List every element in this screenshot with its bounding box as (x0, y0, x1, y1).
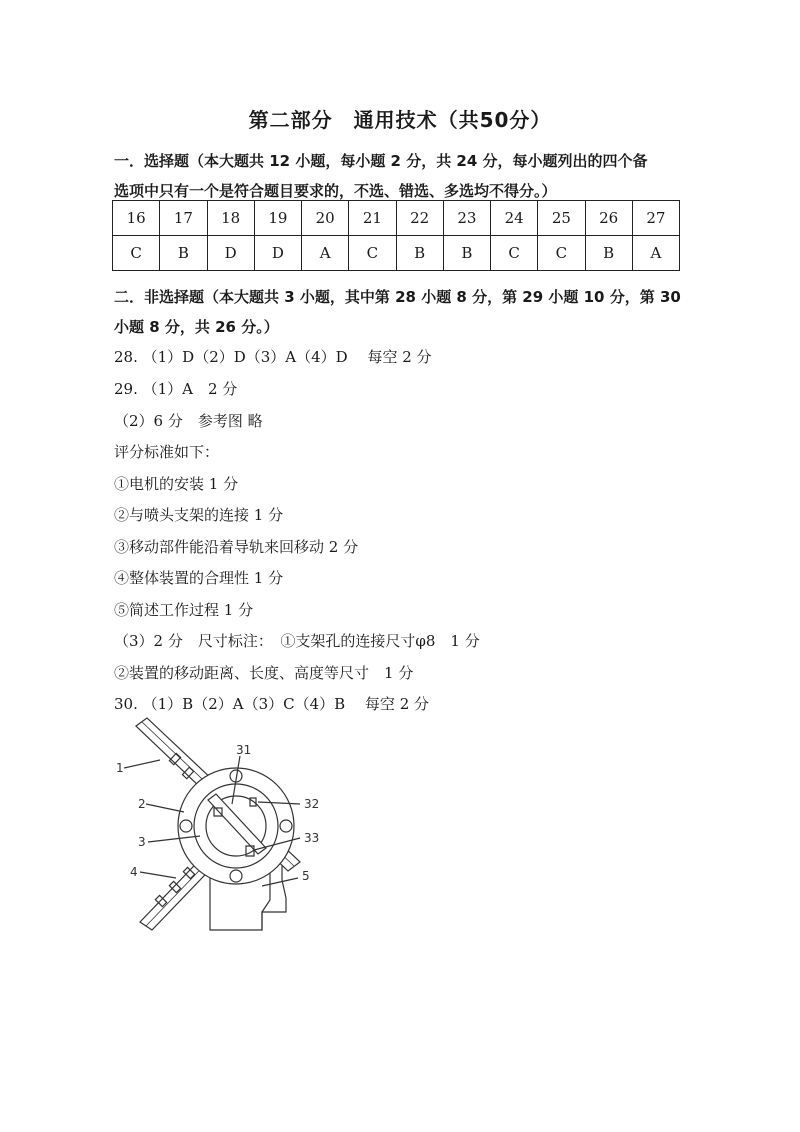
answer-table (112, 200, 680, 271)
question-number: 19 (254, 201, 301, 236)
answer-cell: B (396, 236, 443, 271)
answer-cell: B (585, 236, 632, 271)
question-number: 22 (396, 201, 443, 236)
section2-heading-line2: 小题 8 分，共 26 分。） (114, 318, 279, 336)
diagram-label: 32 (304, 797, 320, 811)
answer-q28: 28. （1）D（2）D（3）A（4）D 每空 2 分 (114, 348, 432, 366)
answer-cell: B (443, 236, 490, 271)
answer-cell: C (538, 236, 585, 271)
question-number: 21 (349, 201, 396, 236)
answer-cell: D (207, 236, 254, 271)
mechanism-diagram (110, 712, 350, 942)
answer-cell: A (302, 236, 349, 271)
answer-cell: D (254, 236, 301, 271)
answer-q30: 30. （1）B（2）A（3）C（4）B 每空 2 分 (114, 695, 430, 713)
answer-cell: B (160, 236, 207, 271)
answer-cell: A (632, 236, 679, 271)
question-number: 20 (302, 201, 349, 236)
section1-heading-line2: 选项中只有一个是符合题目要求的，不选、错选、多选均不得分。） (114, 182, 557, 200)
answer-row (113, 236, 680, 271)
answer-cell: C (491, 236, 538, 271)
question-number: 26 (585, 201, 632, 236)
section2-heading-line1: 二．非选择题（本大题共 3 小题，其中第 28 小题 8 分，第 29 小题 10 分，第 30 (114, 288, 681, 306)
question-number: 17 (160, 201, 207, 236)
answer-cell: C (349, 236, 396, 271)
answer-q29-2: （2）6 分 参考图 略 (114, 412, 263, 430)
diagram-label: 4 (130, 865, 138, 879)
diagram-label: 2 (138, 797, 146, 811)
question-number: 16 (113, 201, 160, 236)
scoring-criterion-3: ③移动部件能沿着导轨来回移动 2 分 (114, 538, 359, 556)
scoring-criteria-heading: 评分标准如下： (114, 443, 220, 461)
question-number: 18 (207, 201, 254, 236)
question-number: 23 (443, 201, 490, 236)
scoring-criterion-5: ⑤简述工作过程 1 分 (114, 601, 254, 619)
diagram-label: 1 (116, 761, 124, 775)
page-title: 第二部分 通用技术（共50分） (248, 108, 552, 132)
diagram-label: 3 (138, 835, 146, 849)
diagram-label: 31 (236, 743, 252, 757)
answer-q29-3: （3）2 分 尺寸标注： ①支架孔的连接尺寸φ8 1 分 (114, 632, 480, 650)
scoring-criterion-4: ④整体装置的合理性 1 分 (114, 569, 284, 587)
diagram-label: 33 (304, 831, 320, 845)
answer-q29-1: 29. （1）A 2 分 (114, 380, 238, 398)
question-number-row (113, 201, 680, 236)
scoring-criterion-2: ②与喷头支架的连接 1 分 (114, 506, 284, 524)
scoring-criterion-1: ①电机的安装 1 分 (114, 475, 239, 493)
answer-cell: C (113, 236, 160, 271)
question-number: 27 (632, 201, 679, 236)
section1-heading-line1: 一．选择题（本大题共 12 小题，每小题 2 分，共 24 分，每小题列出的四个备 (114, 152, 648, 170)
question-number: 25 (538, 201, 585, 236)
answer-q29-3-dimension: ②装置的移动距离、长度、高度等尺寸 1 分 (114, 664, 414, 682)
diagram-label: 5 (302, 869, 310, 883)
question-number: 24 (491, 201, 538, 236)
